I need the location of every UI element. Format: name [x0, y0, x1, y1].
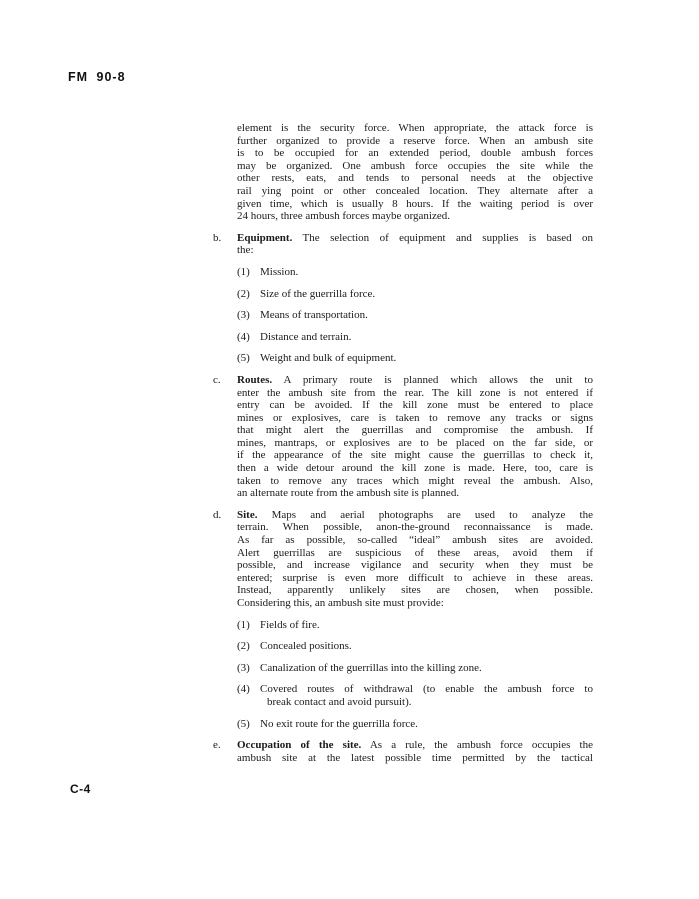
- section-body: [237, 232, 593, 365]
- text-line: As far as possible, so-called “ideal” ambush sites are avoided.: [237, 534, 593, 547]
- page-number: C-4: [70, 782, 91, 796]
- item-number: (4): [237, 683, 250, 696]
- section-letter: d.: [213, 508, 222, 521]
- text-line: break contact and avoid pursuit).: [267, 695, 412, 708]
- item-number: (5): [237, 352, 250, 365]
- text-line: ambush site at the latest possible time permitted by the tactical: [237, 751, 593, 764]
- section-c: [213, 374, 593, 500]
- text-line: Equipment. The selection of equipment and supplies is based on: [237, 231, 593, 244]
- item-number: (3): [237, 309, 250, 322]
- text-line: (4) Covered routes of withdrawal (to enable the ambush force to: [237, 683, 593, 696]
- list-item: [237, 619, 593, 632]
- list-item: [237, 288, 593, 301]
- list-item: [237, 331, 593, 344]
- text-line: possible, and increase vigilance and security when they must be: [237, 559, 593, 572]
- list-item: [237, 640, 593, 653]
- section-letter: b.: [213, 231, 222, 244]
- text-line: element is the security force. When appropriate, the attack force is: [237, 122, 593, 134]
- item-number: (3): [237, 661, 250, 674]
- section-body: [237, 739, 593, 764]
- section-body: [237, 374, 593, 500]
- text-line: enter the ambush site from the rear. The kill zone is not entered if: [237, 386, 593, 399]
- list-item: [237, 309, 593, 322]
- section-letter: c.: [213, 373, 221, 386]
- text-line: Routes. A primary route is planned which allows the unit to: [237, 373, 593, 386]
- doc-number: FM 90-8: [68, 70, 126, 84]
- item-number: (2): [237, 287, 250, 300]
- list-item: [237, 683, 593, 708]
- section-body: [237, 509, 593, 730]
- text-line: (4) Distance and terrain.: [237, 330, 352, 343]
- text-line: Site. Maps and aerial photographs are used to analyze the: [237, 508, 593, 521]
- text-line: the:: [237, 244, 254, 257]
- text-line: entered; surprise is even more difficult to achieve in these areas.: [237, 571, 593, 584]
- intro-paragraph: [237, 122, 593, 223]
- text-line: Occupation of the site. As a rule, the ambush force occupies the: [237, 739, 593, 752]
- list-item: [237, 352, 593, 365]
- text-line: further organized to provide a reserve force. When an ambush site: [237, 134, 593, 147]
- text-line: (1) Mission.: [237, 265, 299, 278]
- section-d: [213, 509, 593, 730]
- text-line: 24 hours, three ambush forces maybe organized.: [237, 210, 451, 223]
- section-heading: Routes.: [237, 373, 273, 386]
- text-line: Considering this, an ambush site must provide:: [237, 597, 444, 609]
- item-number: (5): [237, 717, 250, 730]
- text-line: is to be occupied for an extended period, double ambush forces: [237, 147, 593, 160]
- text-line: other rests, eats, and tends to personal needs at the objective: [237, 172, 593, 185]
- text-line: mines, mantraps, or explosives are to be placed on the far side, or: [237, 436, 593, 449]
- section-heading: Occupation of the site.: [237, 739, 362, 752]
- item-number: (2): [237, 640, 250, 653]
- section-letter: e.: [213, 739, 221, 752]
- section-heading: Site.: [237, 508, 258, 521]
- text-line: (2) Size of the guerrilla force.: [237, 287, 376, 300]
- text-line: (2) Concealed positions.: [237, 640, 352, 653]
- text-line: Instead, apparently unlikely sites are chosen, when possible.: [237, 584, 593, 597]
- text-line: (1) Fields of fire.: [237, 618, 320, 631]
- text-line: taken to remove any traces which might reveal the ambush. Also,: [237, 474, 593, 487]
- list-item: [237, 266, 593, 279]
- list-item: [237, 718, 593, 731]
- document-content: [213, 122, 593, 764]
- text-line: if the appearance of the site might cause the guerrillas to check it,: [237, 449, 593, 462]
- item-number: (4): [237, 330, 250, 343]
- text-line: rail ying point or other concealed location. They alternate after a: [237, 184, 593, 197]
- text-line: given time, which is usually 8 hours. If the waiting period is over: [237, 197, 593, 210]
- text-line: may be organized. One ambush force occupies the site while the: [237, 159, 593, 172]
- item-number: (1): [237, 618, 250, 631]
- item-number: (1): [237, 265, 250, 278]
- text-line: then a wide detour around the kill zone is made. Here, too, care is: [237, 462, 593, 475]
- text-line: that might alert the guerrillas and compromise the ambush. If: [237, 424, 593, 437]
- text-line: terrain. When possible, anon-the-ground reconnaissance is made.: [237, 521, 593, 534]
- text-line: (5) No exit route for the guerrilla force.: [237, 717, 418, 730]
- section-b: [213, 232, 593, 365]
- text-line: (5) Weight and bulk of equipment.: [237, 352, 397, 365]
- text-line: an alternate route from the ambush site is planned.: [237, 487, 460, 500]
- text-line: mines or explosives, care is taken to remove any tracks or signs: [237, 411, 593, 424]
- text-line: (3) Canalization of the guerrillas into the killing zone.: [237, 661, 482, 674]
- list-item: [237, 662, 593, 675]
- section-heading: Equipment.: [237, 231, 293, 244]
- text-line: Alert guerrillas are suspicious of these areas, avoid them if: [237, 546, 593, 559]
- text-line: entry can be avoided. If the kill zone must be entered to place: [237, 399, 593, 412]
- section-e: [213, 739, 593, 764]
- text-line: (3) Means of transportation.: [237, 309, 368, 322]
